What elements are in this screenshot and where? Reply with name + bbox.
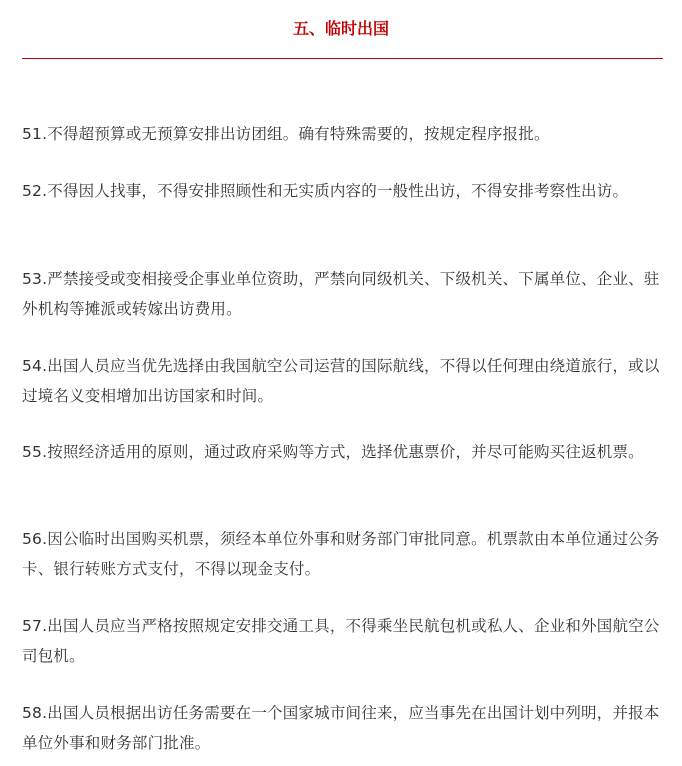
section-title: 五、临时出国: [292, 19, 389, 38]
article-58: 58.出国人员根据出访任务需要在一个国家城市间往来，应当事先在出国计划中列明，并报本单位外事和财务部门批准。: [22, 704, 660, 752]
title-divider: [22, 58, 663, 59]
article-56: 56.因公临时出国购买机票，须经本单位外事和财务部门审批同意。机票款由本单位通过公务卡、银行转账方式支付，不得以现金支付。: [22, 530, 660, 578]
article-57: 57.出国人员应当严格按照规定安排交通工具，不得乘坐民航包机或私人、企业和外国航空公司包机。: [22, 617, 660, 665]
article-55: 55.按照经济适用的原则，通过政府采购等方式，选择优惠票价，并尽可能购买往返机票。: [22, 443, 644, 461]
article-53: 53.严禁接受或变相接受企事业单位资助，严禁向同级机关、下级机关、下属单位、企业、驻外机构等摊派或转嫁出访费用。: [22, 270, 660, 318]
article-51: 51.不得超预算或无预算安排出访团组。确有特殊需要的，按规定程序报批。: [22, 125, 550, 143]
article-54: 54.出国人员应当优先选择由我国航空公司运营的国际航线，不得以任何理由绕道旅行，或以过境名义变相增加出访国家和时间。: [22, 357, 660, 405]
article-52: 52.不得因人找事，不得安排照顾性和无实质内容的一般性出访，不得安排考察性出访。: [22, 182, 629, 200]
